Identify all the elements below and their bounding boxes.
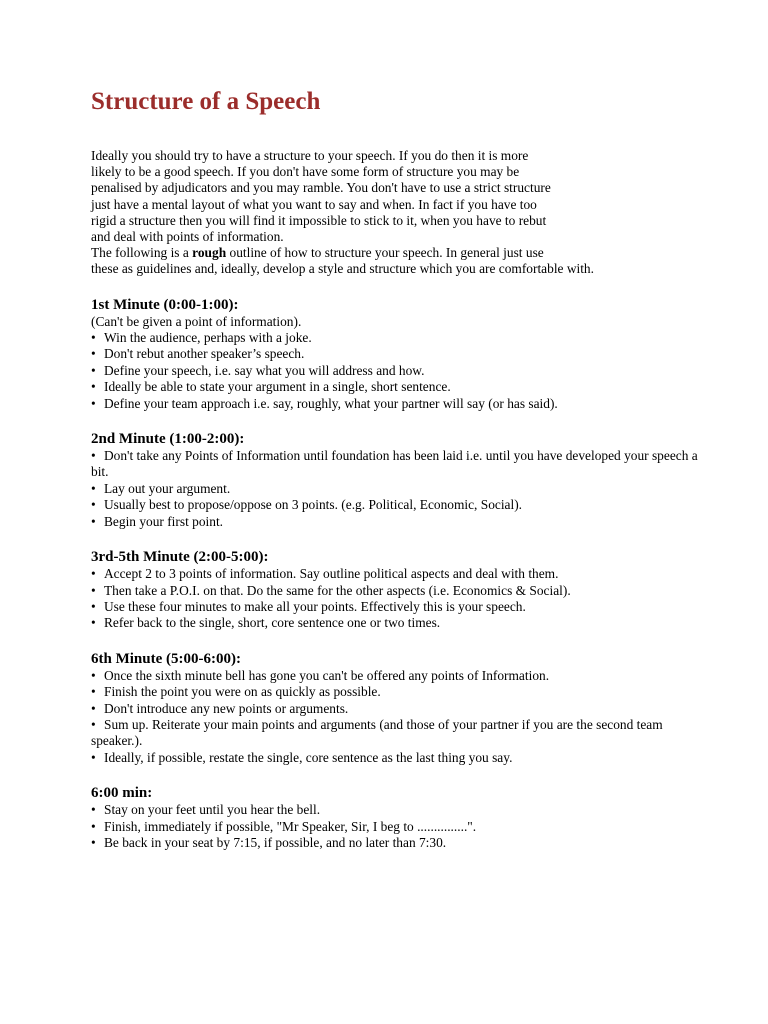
bullet-text: Once the sixth minute bell has gone you can't be offered any points of Information. [104,667,550,683]
bullet-item [91,615,711,631]
intro-rough-post: outline of how to structure your speech. In general just use [226,245,544,261]
bullet-item [91,396,711,412]
bullet-text: Define your team approach i.e. say, roughly, what your partner will say (or has said). [104,395,558,411]
section-spacer [91,530,711,548]
bullet-text: Accept 2 to 3 points of information. Say outline political aspects and deal with them. [104,566,559,582]
bullet-text: Usually best to propose/oppose on 3 points. (e.g. Political, Economic, Social). [104,497,523,513]
bullet-text: Refer back to the single, short, core sentence one or two times. [104,615,441,631]
bullet-dot-icon: • [91,362,96,378]
bullet-dot-icon: • [91,716,96,732]
bullet-item [91,835,711,851]
bullet-text: Don't introduce any new points or arguments. [104,700,349,716]
bullet-dot-icon: • [91,480,96,496]
bullet-dot-icon: • [91,834,96,850]
bullet-text: Use these four minutes to make all your points. Effectively this is your speech. [104,598,526,614]
bullet-item [91,497,711,513]
bullet-text: Finish the point you were on as quickly as possible. [104,684,381,700]
bullet-dot-icon: • [91,379,96,395]
bullet-text: Be back in your seat by 7:15, if possible, and no later than 7:30. [104,834,447,850]
bullet-text: Then take a P.O.I. on that. Do the same for the other aspects (i.e. Economics & Social). [104,582,571,598]
intro-rough-bold: rough [192,245,227,261]
section-heading: 3rd-5th Minute (2:00-5:00): [91,549,269,566]
section [91,548,711,632]
bullet-dot-icon: • [91,566,96,582]
section [91,296,711,412]
bullet-dot-icon: • [91,448,96,464]
bullet-text: Finish, immediately if possible, "Mr Speaker, Sir, I beg to ...............". [104,818,477,834]
section-body [91,802,711,851]
section-spacer [91,278,711,296]
bullet-item [91,819,711,835]
intro-line: just have a mental layout of what you want to say and when. In fact if you have too [91,196,537,212]
bullet-item [91,701,711,717]
section [91,784,711,851]
section-heading: 6:00 min: [91,785,153,802]
section-body [91,668,711,766]
bullet-dot-icon: • [91,598,96,614]
intro-rough-line [91,245,711,261]
section [91,650,711,766]
bullet-item [91,599,711,615]
intro-rough-pre: The following is a [91,245,193,261]
bullet-item [91,583,711,599]
bullet-dot-icon: • [91,615,96,631]
section-spacer [91,632,711,650]
bullet-dot-icon: • [91,818,96,834]
bullet-item [91,448,711,481]
document-page [91,84,711,851]
bullet-text: Define your speech, i.e. say what you will address and how. [104,362,425,378]
bullet-item [91,684,711,700]
bullet-text: Lay out your argument. [104,480,231,496]
bullet-item [91,346,711,362]
bullet-dot-icon: • [91,330,96,346]
intro-line: likely to be a good speech. If you don't have some form of structure you may be [91,164,520,180]
bullet-dot-icon: • [91,684,96,700]
bullet-dot-icon: • [91,749,96,765]
section-spacer [91,766,711,784]
bullet-text: Stay on your feet until you hear the bell. [104,802,321,818]
intro-paragraph [91,148,711,278]
bullet-item [91,379,711,395]
intro-line: these as guidelines and, ideally, develop a style and structure which you are comfortable with. [91,261,594,277]
bullet-item [91,481,711,497]
sections-container [91,278,711,852]
bullet-dot-icon: • [91,395,96,411]
bullet-item [91,668,711,684]
bullet-dot-icon: • [91,513,96,529]
bullet-text: Ideally be able to state your argument in a single, short sentence. [104,379,451,395]
bullet-item [91,717,711,750]
bullet-item [91,802,711,818]
page-title: Structure of a Speech [91,88,321,115]
bullet-text: Sum up. Reiterate your main points and arguments (and those of your partner if you are the second team speaker.). [91,716,663,749]
bullet-dot-icon: • [91,802,96,818]
intro-line: Ideally you should try to have a structure to your speech. If you do then it is more [91,148,529,163]
bullet-dot-icon: • [91,497,96,513]
bullet-text: Don't rebut another speaker’s speech. [104,346,305,362]
section-note: (Can't be given a point of information). [91,313,302,329]
bullet-text: Win the audience, perhaps with a joke. [104,330,312,346]
bullet-dot-icon: • [91,582,96,598]
bullet-dot-icon: • [91,700,96,716]
section-heading: 6th Minute (5:00-6:00): [91,650,241,667]
section-heading: 1st Minute (0:00-1:00): [91,296,239,313]
section-heading: 2nd Minute (1:00-2:00): [91,431,245,448]
bullet-text: Don't take any Points of Information until foundation has been laid i.e. until you have developed your speech a bit. [91,448,698,480]
bullet-text: Ideally, if possible, restate the single, core sentence as the last thing you say. [104,749,513,765]
bullet-item [91,363,711,379]
section-body [91,314,711,412]
section-body [91,448,711,530]
intro-line: and deal with points of information. [91,229,284,245]
section-body [91,566,711,632]
bullet-dot-icon: • [91,346,96,362]
bullet-item [91,330,711,346]
intro-line: penalised by adjudicators and you may ramble. You don't have to use a strict structure [91,180,551,196]
intro-line: rigid a structure then you will find it impossible to stick to it, when you have to rebut [91,212,547,228]
bullet-item [91,750,711,766]
bullet-item [91,514,711,530]
bullet-dot-icon: • [91,667,96,683]
bullet-item [91,566,711,582]
section-spacer [91,412,711,430]
bullet-text: Begin your first point. [104,513,224,529]
section [91,430,711,530]
